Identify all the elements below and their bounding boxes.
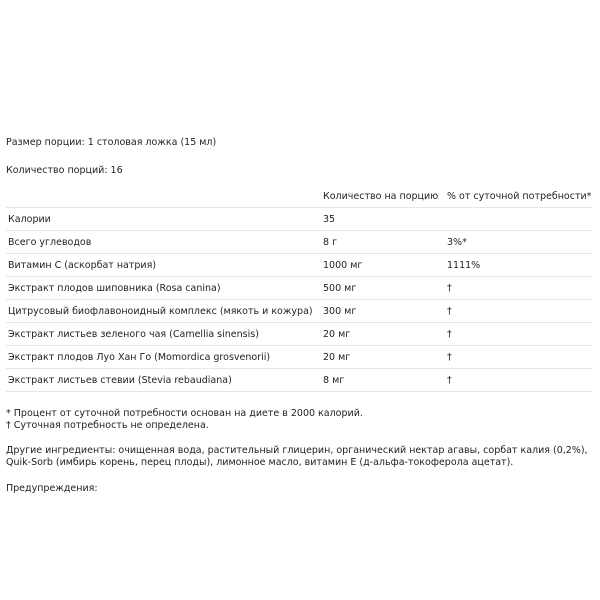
ingredient-name: Экстракт плодов шиповника (Rosa canina): [8, 282, 221, 294]
ingredient-name: Экстракт листьев зеленого чая (Camellia sinensis): [8, 328, 259, 340]
table-row: [6, 300, 592, 323]
ingredient-amount: 300 мг: [323, 305, 357, 317]
ingredient-daily-value: †: [447, 328, 452, 340]
ingredient-daily-value: †: [447, 305, 452, 317]
other-ingredients: Другие ингредиенты: очищенная вода, растительный глицерин, органический нектар агавы, сорбат калия (0,2%), Quik-Sorb (имбирь корень, перец плоды), лимонное масло, витамин E (д-альфа-токоферола ацетат).: [6, 445, 588, 468]
ingredient-name: Цитрусовый биофлавоноидный комплекс (мякоть и кожура): [8, 305, 313, 317]
supplement-facts-document: [6, 136, 594, 495]
ingredient-daily-value: †: [447, 374, 452, 386]
ingredient-amount: 8 г: [323, 236, 338, 248]
warnings-label: Предупреждения:: [6, 483, 98, 494]
ingredient-name: Всего углеводов: [8, 236, 92, 248]
ingredient-daily-value: †: [447, 282, 452, 294]
table-header-row: [6, 185, 592, 208]
table-row: [6, 323, 592, 346]
column-header-amount: Количество на порцию: [323, 190, 439, 202]
ingredient-name: Калории: [8, 213, 51, 225]
servings-per-container: Количество порций: 16: [6, 165, 123, 176]
footnote-daily-value: * Процент от суточной потребности основан на диете в 2000 калорий.: [6, 408, 363, 419]
ingredient-daily-value: 1111%: [447, 259, 481, 271]
ingredient-amount: 20 мг: [323, 328, 351, 340]
table-row: [6, 208, 592, 231]
ingredient-amount: 35: [323, 213, 336, 225]
table-row: [6, 369, 592, 392]
table-row: [6, 346, 592, 369]
column-header-daily-value: % от суточной потребности*: [447, 190, 592, 202]
footnotes: [6, 408, 594, 432]
ingredient-amount: 8 мг: [323, 374, 345, 386]
table-row: [6, 231, 592, 254]
serving-size: Размер порции: 1 столовая ложка (15 мл): [6, 137, 217, 148]
table-row: [6, 254, 592, 277]
table-row: [6, 277, 592, 300]
nutrition-table: [6, 185, 592, 392]
ingredient-daily-value: 3%*: [447, 236, 467, 248]
column-header-ingredient: [6, 185, 321, 208]
ingredient-amount: 1000 мг: [323, 259, 363, 271]
ingredient-daily-value: [445, 208, 592, 231]
footnote-not-established: † Суточная потребность не определена.: [6, 420, 209, 431]
ingredient-amount: 500 мг: [323, 282, 357, 294]
ingredient-daily-value: †: [447, 351, 452, 363]
ingredient-name: Экстракт листьев стевии (Stevia rebaudiana): [8, 374, 232, 386]
ingredient-name: Витамин C (аскорбат натрия): [8, 259, 157, 271]
ingredient-amount: 20 мг: [323, 351, 351, 363]
ingredient-name: Экстракт плодов Луо Хан Го (Momordica grosvenorii): [8, 351, 271, 363]
